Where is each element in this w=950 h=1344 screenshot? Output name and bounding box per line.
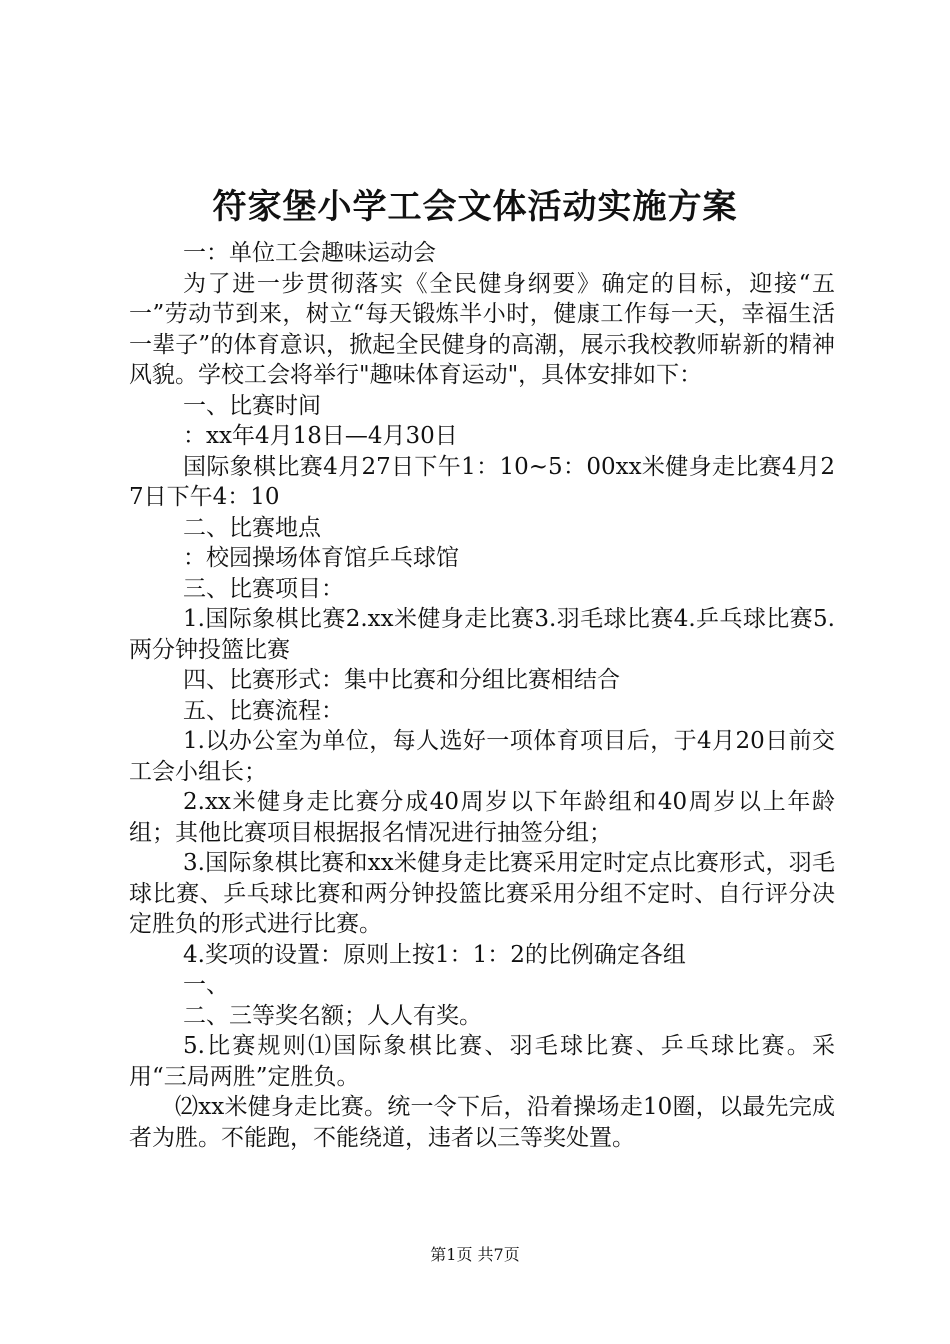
paragraph: 一：单位工会趣味运动会: [183, 240, 436, 266]
paragraph: 1.国际象棋比赛2.xx米健身走比赛3.羽毛球比赛4.乒乓球比赛5.两分钟投篮比赛: [129, 606, 835, 663]
paragraph: 五、比赛流程：: [183, 697, 344, 724]
paragraph: 三、比赛项目：: [183, 575, 344, 602]
document-body: [129, 238, 835, 1153]
paragraph: ：xx年4月18日—4月30日: [183, 423, 458, 449]
paragraph: 1.以办公室为单位，每人选好一项体育项目后，于4月20日前交工会小组长；: [129, 728, 835, 785]
paragraph: 为了进一步贯彻落实《全民健身纲要》确定的目标，迎接“五一”劳动节到来，树立“每天锻炼半小时，健康工作每一天，幸福生活一辈子”的体育意识，掀起全民健身的高潮，展示我校教师崭新的精神风貌。学校工会将举行"趣味体育运动"，具体安排如下：: [129, 270, 835, 388]
paragraph: ⑵xx米健身走比赛。统一令下后，沿着操场走10圈，以最先完成者为胜。不能跑，不能绕道，违者以三等奖处置。: [129, 1094, 835, 1151]
paragraph: 二、比赛地点: [183, 514, 321, 541]
paragraph: 一、: [183, 972, 229, 998]
paragraph: 四、比赛形式：集中比赛和分组比赛相结合: [183, 667, 620, 693]
paragraph: 3.国际象棋比赛和xx米健身走比赛采用定时定点比赛形式，羽毛球比赛、乒乓球比赛和两分钟投篮比赛采用分组不定时、自行评分决定胜负的形式进行比赛。: [129, 850, 835, 937]
paragraph: 国际象棋比赛4月27日下午1：10~5：00xx米健身走比赛4月27日下午4：10: [129, 453, 835, 510]
document-title: 符家堡小学工会文体活动实施方案: [212, 187, 738, 227]
paragraph: 二、三等奖名额；人人有奖。: [183, 1002, 482, 1029]
paragraph: ：校园操场体育馆乒乓球馆: [183, 545, 459, 571]
paragraph: 4.奖项的设置：原则上按1：1：2的比例确定各组: [183, 941, 686, 968]
paragraph: 一、比赛时间: [183, 392, 321, 419]
paragraph: 2.xx米健身走比赛分成40周岁以下年龄组和40周岁以上年龄组；其他比赛项目根据报名情况进行抽签分组；: [129, 789, 835, 846]
paragraph: 5.比赛规则⑴国际象棋比赛、羽毛球比赛、乒乓球比赛。采用“三局两胜”定胜负。: [129, 1033, 835, 1090]
page-number: 第1页 共7页: [430, 1245, 520, 1264]
